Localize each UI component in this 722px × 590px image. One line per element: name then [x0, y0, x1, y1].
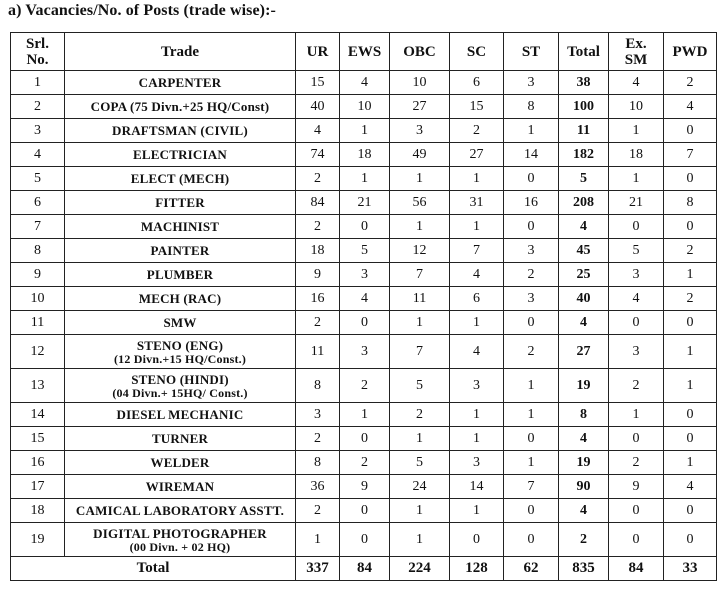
cell-exsm: 2	[609, 369, 664, 403]
cell-sc: 0	[450, 523, 504, 557]
cell-sc: 14	[450, 475, 504, 499]
cell-trade	[65, 311, 296, 335]
cell-ews: 0	[340, 523, 390, 557]
trade-name: DIGITAL PHOTOGRAPHER	[93, 525, 267, 541]
cell-pwd: 0	[664, 119, 717, 143]
cell-st: 2	[504, 335, 559, 369]
cell-srl-no: 11	[11, 311, 65, 335]
cell-pwd: 7	[664, 143, 717, 167]
cell-ur: 16	[296, 287, 340, 311]
table-row	[11, 71, 717, 95]
cell-ur: 8	[296, 369, 340, 403]
trade-subtext: (04 Divn.+ 15HQ/ Const.)	[112, 385, 248, 400]
cell-pwd: 4	[664, 95, 717, 119]
cell-trade	[65, 369, 296, 403]
cell-srl-no: 15	[11, 427, 65, 451]
cell-exsm: 4	[609, 71, 664, 95]
cell-obc: 12	[390, 239, 450, 263]
cell-st: 0	[504, 215, 559, 239]
cell-obc: 56	[390, 191, 450, 215]
header-pwd: PWD	[664, 33, 717, 71]
cell-exsm: 0	[609, 215, 664, 239]
cell-srl-no: 9	[11, 263, 65, 287]
cell-total: 40	[559, 287, 609, 311]
cell-total: 5	[559, 167, 609, 191]
vacancies-table	[10, 32, 717, 581]
cell-ur: 1	[296, 523, 340, 557]
cell-ur: 74	[296, 143, 340, 167]
cell-total: 90	[559, 475, 609, 499]
cell-obc: 7	[390, 263, 450, 287]
table-row	[11, 143, 717, 167]
cell-st: 1	[504, 451, 559, 475]
header-obc: OBC	[390, 33, 450, 71]
table-row	[11, 167, 717, 191]
trade-name: WIREMAN	[145, 479, 215, 494]
cell-sc: 3	[450, 451, 504, 475]
cell-total: 100	[559, 95, 609, 119]
cell-ur: 40	[296, 95, 340, 119]
cell-srl-no: 19	[11, 523, 65, 557]
cell-ews: 1	[340, 119, 390, 143]
cell-sc: 4	[450, 335, 504, 369]
header-ews: EWS	[340, 33, 390, 71]
trade-name: TURNER	[151, 431, 209, 446]
trade-name: ELECTRICIAN	[133, 147, 227, 162]
cell-ews: 0	[340, 311, 390, 335]
cell-total: 38	[559, 71, 609, 95]
table-row	[11, 311, 717, 335]
cell-exsm: 1	[609, 403, 664, 427]
header-trade: Trade	[65, 33, 296, 71]
cell-exsm: 9	[609, 475, 664, 499]
cell-obc: 1	[390, 311, 450, 335]
cell-st: 1	[504, 119, 559, 143]
header-total: Total	[559, 33, 609, 71]
cell-obc: 1	[390, 523, 450, 557]
trade-name: DIESEL MECHANIC	[116, 407, 244, 422]
trade-name: MECH (RAC)	[138, 291, 222, 306]
cell-ews: 1	[340, 167, 390, 191]
cell-exsm: 2	[609, 451, 664, 475]
cell-st: 16	[504, 191, 559, 215]
trade-name: ELECT (MECH)	[130, 171, 230, 186]
table-row	[11, 239, 717, 263]
cell-ur: 18	[296, 239, 340, 263]
cell-srl-no: 7	[11, 215, 65, 239]
cell-trade	[65, 263, 296, 287]
cell-trade	[65, 119, 296, 143]
trade-name: COPA (75 Divn.+25 HQ/Const)	[90, 99, 270, 114]
cell-ur: 2	[296, 167, 340, 191]
cell-sc: 1	[450, 215, 504, 239]
cell-total: 208	[559, 191, 609, 215]
cell-srl-no: 4	[11, 143, 65, 167]
cell-obc: 49	[390, 143, 450, 167]
cell-ews: 9	[340, 475, 390, 499]
cell-sc: 6	[450, 287, 504, 311]
cell-ur: 3	[296, 403, 340, 427]
header-st: ST	[504, 33, 559, 71]
cell-exsm: 10	[609, 95, 664, 119]
cell-sc: 15	[450, 95, 504, 119]
cell-ur: 9	[296, 263, 340, 287]
trade-name: CAMICAL LABORATORY ASSTT.	[75, 503, 285, 518]
cell-obc: 27	[390, 95, 450, 119]
cell-ews: 5	[340, 239, 390, 263]
cell-trade	[65, 215, 296, 239]
cell-obc: 5	[390, 451, 450, 475]
cell-srl-no: 8	[11, 239, 65, 263]
cell-ur: 36	[296, 475, 340, 499]
cell-total: 8	[559, 403, 609, 427]
cell-ur: 15	[296, 71, 340, 95]
cell-trade	[65, 167, 296, 191]
cell-total: 19	[559, 451, 609, 475]
cell-obc: 1	[390, 427, 450, 451]
cell-srl-no: 10	[11, 287, 65, 311]
cell-ews: 0	[340, 499, 390, 523]
cell-pwd: 2	[664, 287, 717, 311]
cell-exsm: 0	[609, 523, 664, 557]
cell-ews: 10	[340, 95, 390, 119]
cell-sc: 7	[450, 239, 504, 263]
cell-trade	[65, 451, 296, 475]
cell-st: 8	[504, 95, 559, 119]
cell-exsm: 3	[609, 335, 664, 369]
cell-pwd: 0	[664, 427, 717, 451]
cell-pwd: 0	[664, 499, 717, 523]
table-row	[11, 335, 717, 369]
total-ex-sm: 84	[609, 557, 664, 581]
cell-ur: 2	[296, 215, 340, 239]
cell-trade	[65, 499, 296, 523]
table-row	[11, 215, 717, 239]
cell-srl-no: 1	[11, 71, 65, 95]
cell-obc: 1	[390, 215, 450, 239]
table-row	[11, 499, 717, 523]
cell-obc: 5	[390, 369, 450, 403]
cell-pwd: 8	[664, 191, 717, 215]
trade-name: SMW	[163, 315, 197, 330]
table-header-row	[11, 33, 717, 71]
cell-sc: 27	[450, 143, 504, 167]
section-heading: a) Vacancies/No. of Posts (trade wise):-	[8, 2, 276, 19]
trade-subtext: (12 Divn.+15 HQ/Const.)	[113, 351, 247, 366]
cell-exsm: 1	[609, 167, 664, 191]
cell-ur: 2	[296, 499, 340, 523]
cell-st: 3	[504, 239, 559, 263]
cell-ews: 18	[340, 143, 390, 167]
header-sc: SC	[450, 33, 504, 71]
table-body	[11, 71, 717, 557]
cell-total: 11	[559, 119, 609, 143]
cell-trade	[65, 143, 296, 167]
cell-ews: 21	[340, 191, 390, 215]
cell-srl-no: 18	[11, 499, 65, 523]
cell-st: 0	[504, 311, 559, 335]
cell-obc: 1	[390, 167, 450, 191]
table-row	[11, 119, 717, 143]
total-ews: 84	[340, 557, 390, 581]
trade-name: STENO (HINDI)	[131, 371, 229, 387]
total-row	[11, 557, 717, 581]
cell-obc: 2	[390, 403, 450, 427]
cell-exsm: 1	[609, 119, 664, 143]
cell-srl-no: 14	[11, 403, 65, 427]
header-srl-no: Srl. No.	[11, 33, 65, 71]
cell-obc: 24	[390, 475, 450, 499]
cell-total: 4	[559, 427, 609, 451]
cell-ur: 2	[296, 311, 340, 335]
header-ur: UR	[296, 33, 340, 71]
cell-sc: 31	[450, 191, 504, 215]
cell-trade	[65, 239, 296, 263]
cell-ews: 2	[340, 451, 390, 475]
trade-name: PLUMBER	[146, 267, 214, 282]
cell-trade	[65, 335, 296, 369]
cell-sc: 2	[450, 119, 504, 143]
cell-exsm: 21	[609, 191, 664, 215]
cell-pwd: 1	[664, 451, 717, 475]
trade-name: CARPENTER	[138, 75, 222, 90]
cell-total: 4	[559, 499, 609, 523]
cell-total: 182	[559, 143, 609, 167]
header-ex-sm: Ex. SM	[609, 33, 664, 71]
cell-trade	[65, 475, 296, 499]
cell-exsm: 0	[609, 499, 664, 523]
cell-sc: 1	[450, 167, 504, 191]
table-row	[11, 523, 717, 557]
table-row	[11, 369, 717, 403]
trade-name: MACHINIST	[140, 219, 220, 234]
table-row	[11, 427, 717, 451]
trade-name: WELDER	[150, 455, 210, 470]
cell-ews: 4	[340, 71, 390, 95]
trade-subtext: (00 Divn. + 02 HQ)	[129, 539, 231, 554]
cell-pwd: 2	[664, 239, 717, 263]
total-obc: 224	[390, 557, 450, 581]
cell-exsm: 18	[609, 143, 664, 167]
cell-total: 2	[559, 523, 609, 557]
cell-sc: 1	[450, 403, 504, 427]
cell-srl-no: 13	[11, 369, 65, 403]
cell-sc: 1	[450, 311, 504, 335]
trade-name: PAINTER	[150, 243, 210, 258]
cell-ews: 3	[340, 335, 390, 369]
cell-obc: 10	[390, 71, 450, 95]
cell-trade	[65, 191, 296, 215]
trade-name: FITTER	[155, 195, 205, 210]
cell-exsm: 0	[609, 311, 664, 335]
cell-srl-no: 5	[11, 167, 65, 191]
total-total: 835	[559, 557, 609, 581]
cell-st: 14	[504, 143, 559, 167]
cell-pwd: 1	[664, 263, 717, 287]
cell-total: 19	[559, 369, 609, 403]
cell-ur: 8	[296, 451, 340, 475]
cell-ur: 11	[296, 335, 340, 369]
cell-st: 2	[504, 263, 559, 287]
cell-st: 1	[504, 403, 559, 427]
cell-pwd: 0	[664, 167, 717, 191]
cell-st: 3	[504, 71, 559, 95]
cell-st: 3	[504, 287, 559, 311]
cell-sc: 3	[450, 369, 504, 403]
cell-total: 45	[559, 239, 609, 263]
cell-ews: 1	[340, 403, 390, 427]
cell-st: 7	[504, 475, 559, 499]
cell-pwd: 0	[664, 215, 717, 239]
cell-trade	[65, 427, 296, 451]
table-row	[11, 451, 717, 475]
trade-name: DRAFTSMAN (CIVIL)	[112, 123, 248, 138]
cell-srl-no: 12	[11, 335, 65, 369]
cell-st: 1	[504, 369, 559, 403]
total-sc: 128	[450, 557, 504, 581]
cell-srl-no: 16	[11, 451, 65, 475]
cell-pwd: 0	[664, 403, 717, 427]
table-row	[11, 191, 717, 215]
total-pwd: 33	[664, 557, 717, 581]
cell-srl-no: 6	[11, 191, 65, 215]
cell-st: 0	[504, 427, 559, 451]
table-row	[11, 95, 717, 119]
cell-trade	[65, 523, 296, 557]
cell-exsm: 4	[609, 287, 664, 311]
cell-srl-no: 2	[11, 95, 65, 119]
cell-ur: 2	[296, 427, 340, 451]
cell-ur: 84	[296, 191, 340, 215]
cell-pwd: 1	[664, 369, 717, 403]
cell-total: 4	[559, 311, 609, 335]
cell-ur: 4	[296, 119, 340, 143]
cell-trade	[65, 95, 296, 119]
cell-sc: 6	[450, 71, 504, 95]
cell-ews: 2	[340, 369, 390, 403]
cell-total: 25	[559, 263, 609, 287]
cell-sc: 1	[450, 499, 504, 523]
table-row	[11, 403, 717, 427]
cell-total: 27	[559, 335, 609, 369]
cell-sc: 4	[450, 263, 504, 287]
cell-sc: 1	[450, 427, 504, 451]
cell-pwd: 0	[664, 523, 717, 557]
cell-ews: 3	[340, 263, 390, 287]
cell-pwd: 2	[664, 71, 717, 95]
cell-ews: 4	[340, 287, 390, 311]
cell-pwd: 0	[664, 311, 717, 335]
cell-obc: 11	[390, 287, 450, 311]
cell-total: 4	[559, 215, 609, 239]
table-row	[11, 263, 717, 287]
total-label: Total	[11, 557, 296, 581]
cell-st: 0	[504, 499, 559, 523]
trade-name: STENO (ENG)	[136, 337, 224, 353]
cell-trade	[65, 287, 296, 311]
cell-ews: 0	[340, 427, 390, 451]
cell-exsm: 3	[609, 263, 664, 287]
cell-trade	[65, 71, 296, 95]
cell-pwd: 1	[664, 335, 717, 369]
total-st: 62	[504, 557, 559, 581]
total-ur: 337	[296, 557, 340, 581]
cell-srl-no: 17	[11, 475, 65, 499]
cell-exsm: 5	[609, 239, 664, 263]
cell-pwd: 4	[664, 475, 717, 499]
cell-obc: 3	[390, 119, 450, 143]
cell-exsm: 0	[609, 427, 664, 451]
cell-trade	[65, 403, 296, 427]
cell-srl-no: 3	[11, 119, 65, 143]
cell-obc: 7	[390, 335, 450, 369]
table-row	[11, 287, 717, 311]
cell-ews: 0	[340, 215, 390, 239]
cell-st: 0	[504, 523, 559, 557]
cell-obc: 1	[390, 499, 450, 523]
table-row	[11, 475, 717, 499]
cell-st: 0	[504, 167, 559, 191]
